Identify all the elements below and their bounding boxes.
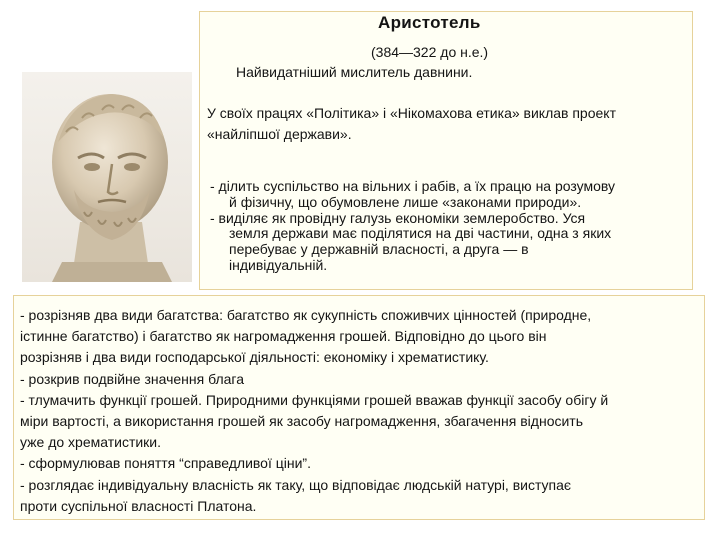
text-line: істинне багатство) і багатство як нагромадження грошей. Відповідно до цього він <box>20 328 547 345</box>
intro-line: У своїх працях «Політика» і «Нікомахова етика» виклав проект <box>207 105 616 121</box>
text-line: - розрізняв два види багатства: багатство як сукупність споживчих цінностей (природне, <box>20 307 592 323</box>
life-dates: (384—322 до н.е.) <box>371 44 489 60</box>
text-line: - сформулював поняття “справедливої ціни”. <box>20 455 311 472</box>
list-item-line: земля держави має поділятися на дві частини, одна з яких <box>229 225 612 242</box>
views-list <box>210 179 690 274</box>
list-item-line: перебуває у державній власності, а друга — в <box>229 241 529 258</box>
text-line: - розкрив подвійне значення блага <box>20 370 245 387</box>
text-line: - розглядає індивідуальну власність як таку, що відповідає людській натурі, виступає <box>20 476 572 493</box>
page-title: Аристотель <box>378 13 481 32</box>
list-item <box>210 179 690 211</box>
intro-paragraph <box>207 103 687 145</box>
list-item-line: індивідуальній. <box>229 256 328 273</box>
text-line: проти суспільної власності Платона. <box>20 497 257 514</box>
text-line: - тлумачить функції грошей. Природними функціями грошей вважав функції засобу обігу й <box>20 391 609 408</box>
intro-line: «найліпшої держави». <box>207 126 352 142</box>
text-line: міри вартості, а використання грошей як засобу нагромадження, збагачення відносить <box>20 413 584 430</box>
list-item-line: й фізичну, що обумовлене лише «законами природи». <box>229 193 582 210</box>
contributions-text <box>20 305 700 517</box>
subtitle: Найвидатніший мислитель давнини. <box>236 64 473 80</box>
text-line: розрізняв і два види господарської діяльності: економіку і хрематистику. <box>20 349 489 366</box>
aristotle-bust-image <box>22 72 192 282</box>
list-item-line: - виділяє як провідну галузь економіки землеробство. Уся <box>210 209 586 226</box>
list-item <box>210 211 690 274</box>
list-item-line: - ділить суспільство на вільних і рабів, а їх працю на розумову <box>210 178 616 194</box>
text-line: уже до хрематистики. <box>20 434 162 451</box>
